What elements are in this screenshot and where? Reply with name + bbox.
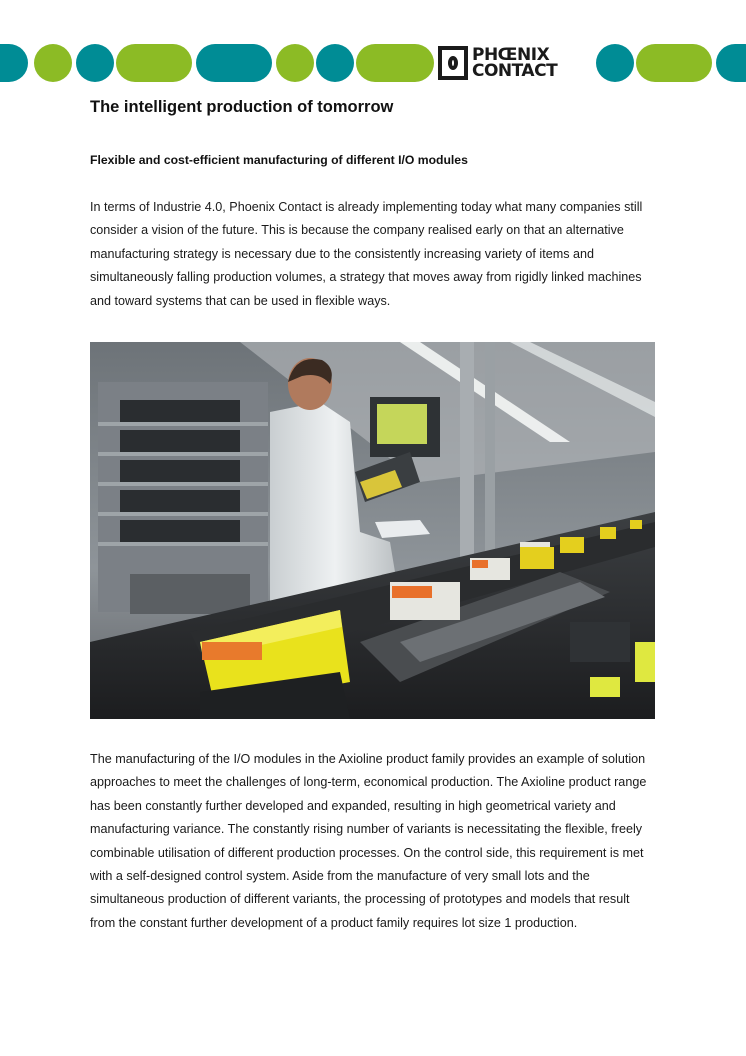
intro-paragraph: In terms of Industrie 4.0, Phoenix Contact is already implementing today what many companies still consider a vision of the future. This is because the company realised early on that an alternative manufacturing strategy is necessary due to the consistently increasing variety of items and simultaneously falling production volumes, a strategy that moves away from rigidly linked machines and toward systems that can be used in flexible ways.	[90, 200, 643, 308]
page-title: The intelligent production of tomorrow	[90, 98, 394, 116]
green-pill	[116, 44, 192, 82]
teal-dot	[316, 44, 354, 82]
logo-line-2: CONTACT	[472, 61, 558, 81]
page-subtitle: Flexible and cost-efficient manufacturing of different I/O modules	[90, 153, 468, 167]
teal-pill	[196, 44, 272, 82]
phoenix-contact-logo	[438, 44, 598, 82]
teal-dot	[0, 44, 28, 82]
teal-dot	[596, 44, 634, 82]
green-pill	[356, 44, 434, 82]
green-pill	[636, 44, 712, 82]
logo-wordmark	[472, 47, 557, 79]
logo-line-1: PHŒNIX	[472, 45, 550, 65]
teal-dot	[76, 44, 114, 82]
green-dot	[34, 44, 72, 82]
phoenix-logo-mark-icon	[438, 46, 468, 80]
green-dot	[276, 44, 314, 82]
production-photo	[90, 342, 655, 719]
body-paragraph: The manufacturing of the I/O modules in the Axioline product family provides an example of solution approaches to meet the challenges of long-term, economical production. The Axioline product range has been constantly further developed and expanded, resulting in high geometrical variety and manufacturing variance. The constantly rising number of variants is necessitating the flexible, freely combinable utilisation of different production processes. On the control side, this requirement is met with a self-designed control system. Aside from the manufacture of very small lots and the simultaneous production of different variants, the processing of prototypes and models that result from the constant further development of a product family requires lot size 1 production.	[90, 752, 647, 930]
header-banner	[0, 40, 746, 86]
teal-dot	[716, 44, 746, 82]
